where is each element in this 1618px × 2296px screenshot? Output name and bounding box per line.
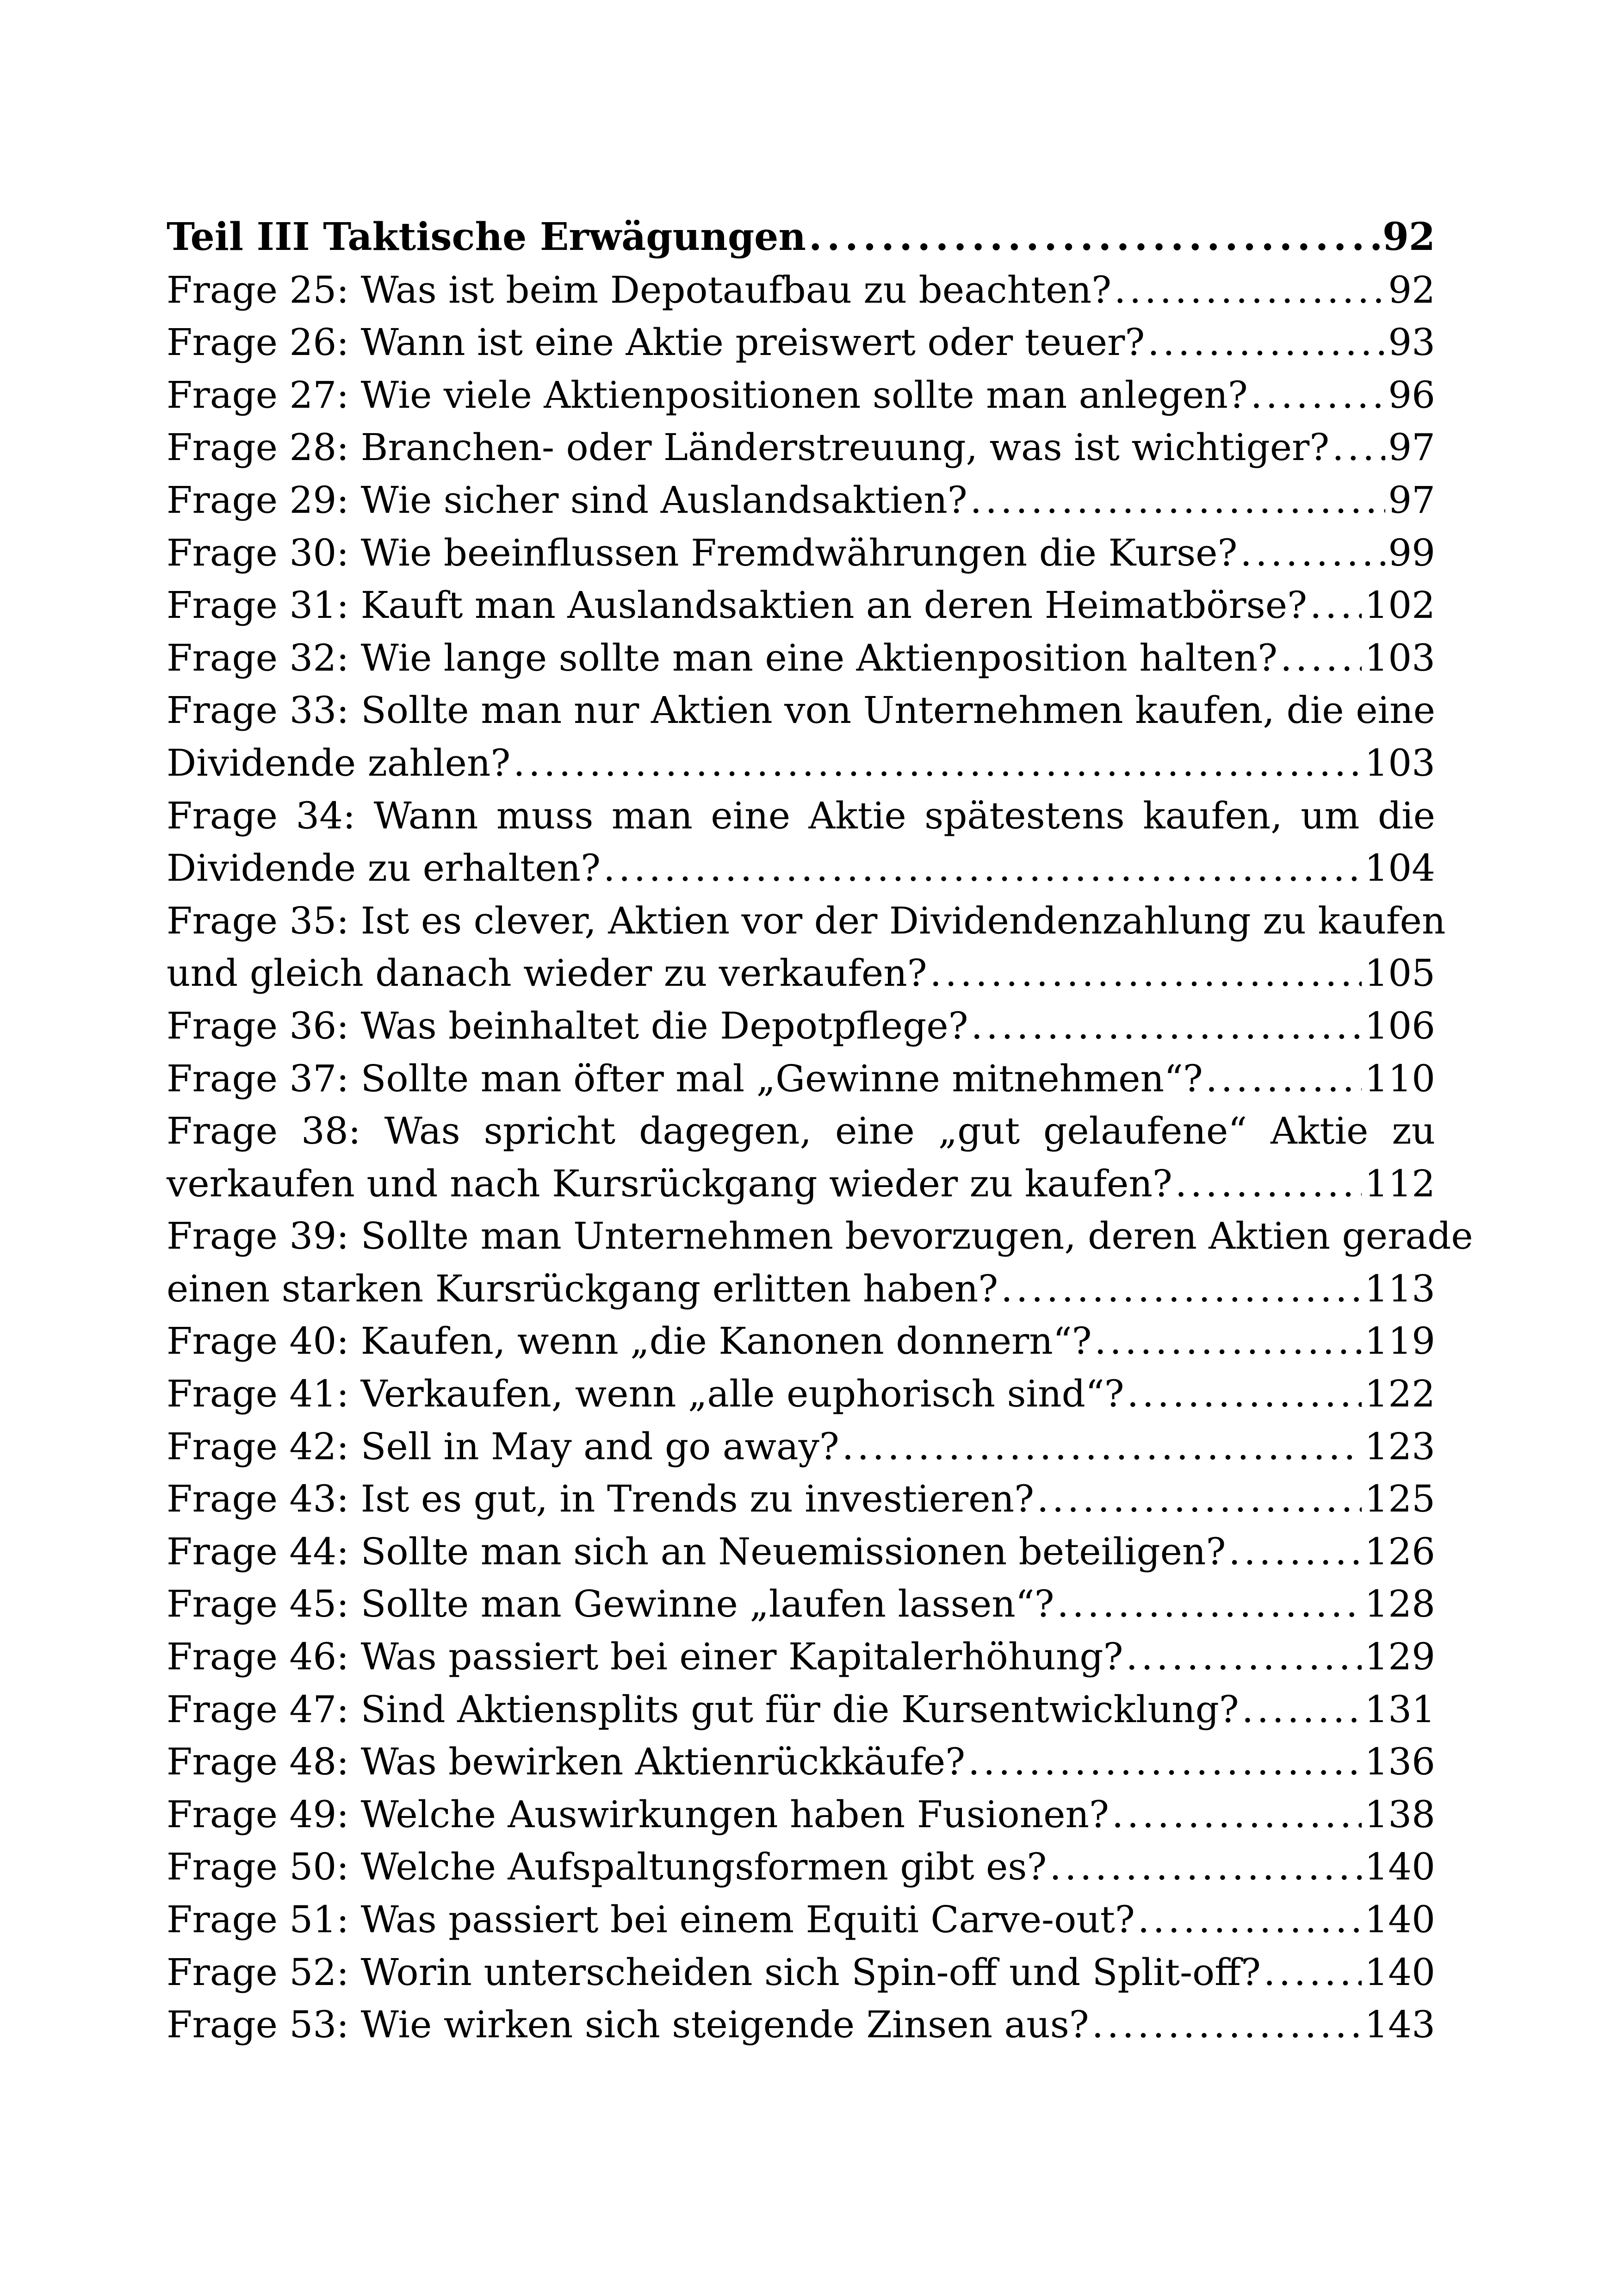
toc-entry[interactable]: [167, 421, 1435, 474]
toc-entry-page: 140: [1364, 1950, 1435, 1994]
dot-leader: [1240, 527, 1385, 579]
toc-entry-page: 105: [1364, 952, 1435, 995]
toc-entry[interactable]: [167, 790, 1435, 842]
toc-heading-text: Teil III Taktische Erwägungen: [167, 215, 806, 259]
toc-entry-text: Frage 53: Wie wirken sich steigende Zinsen aus?: [167, 2003, 1089, 2047]
dot-leader: [968, 1736, 1362, 1788]
toc-entry[interactable]: [167, 1052, 1435, 1105]
dot-leader: [1310, 579, 1362, 632]
toc-entry-page: 125: [1364, 1477, 1435, 1521]
toc-entry-page: 143: [1364, 2003, 1435, 2047]
dot-leader: [1206, 1052, 1362, 1105]
dot-leader: [1242, 1683, 1362, 1736]
toc-entry[interactable]: [167, 684, 1435, 737]
toc-entry-text: Dividende zahlen?: [167, 741, 511, 784]
toc-entry-text: Frage 39: Sollte man Unternehmen bevorzugen, deren Aktien gerade: [167, 1214, 1473, 1258]
toc-entry[interactable]: [167, 316, 1435, 369]
toc-entry[interactable]: [167, 1998, 1435, 2051]
toc-entry-text: Frage 27: Wie viele Aktienpositionen sollte man anlegen?: [167, 373, 1248, 417]
toc-entry[interactable]: [167, 1630, 1435, 1683]
dot-leader: [1112, 1788, 1362, 1841]
toc-entry-text: Frage 47: Sind Aktiensplits gut für die Kursentwicklung?: [167, 1687, 1239, 1731]
toc-entry-page: 103: [1364, 741, 1435, 784]
dot-leader: [1251, 369, 1385, 422]
toc-entry-text: Frage 33: Sollte man nur Aktien von Unternehmen kaufen, die eine: [167, 689, 1435, 732]
toc-entry-page: 129: [1364, 1635, 1435, 1679]
toc-entry-text: Frage 43: Ist es gut, in Trends zu investieren?: [167, 1477, 1034, 1521]
toc-entry-text: Frage 26: Wann ist eine Aktie preiswert oder teuer?: [167, 321, 1145, 364]
toc-entry[interactable]: [167, 895, 1446, 947]
toc-entry[interactable]: [167, 842, 1435, 895]
toc-entry-text: Frage 35: Ist es clever, Aktien vor der Dividendenzahlung zu kaufen: [167, 899, 1446, 942]
toc-entry-page: 123: [1364, 1425, 1435, 1468]
toc-entry-page: 104: [1364, 846, 1435, 890]
toc-entry-text: Frage 29: Wie sicher sind Auslandsaktien?: [167, 478, 967, 522]
dot-leader: [1126, 1630, 1362, 1683]
toc-entry-page: 92: [1388, 268, 1435, 311]
toc-entry-text: Frage 49: Welche Auswirkungen haben Fusionen?: [167, 1792, 1109, 1836]
dot-leader: [1175, 1157, 1362, 1210]
toc-entry-text: Frage 32: Wie lange sollte man eine Aktienposition halten?: [167, 636, 1278, 679]
dot-leader: [1264, 1946, 1362, 1999]
dot-leader: [1138, 1893, 1362, 1946]
toc-entry[interactable]: [167, 1736, 1435, 1788]
toc-entry[interactable]: [167, 1368, 1435, 1420]
toc-entry-page: 110: [1364, 1057, 1435, 1100]
toc-entry-page: 112: [1364, 1162, 1435, 1205]
toc-entry-text: verkaufen und nach Kursrückgang wieder zu kaufen?: [167, 1162, 1172, 1205]
toc-entry-text: Frage 28: Branchen- oder Länderstreuung, was ist wichtiger?: [167, 426, 1330, 469]
toc-entry[interactable]: [167, 1788, 1435, 1841]
toc-entry[interactable]: [167, 1263, 1435, 1315]
toc-entry-text: Frage 44: Sollte man sich an Neuemissionen beteiligen?: [167, 1530, 1226, 1573]
dot-leader: [971, 1000, 1362, 1052]
toc-entry[interactable]: [167, 474, 1435, 527]
toc-entry-text: Frage 52: Worin unterscheiden sich Spin-off und Split-off?: [167, 1950, 1261, 1994]
dot-leader: [930, 947, 1362, 1000]
dot-leader: [1001, 1263, 1362, 1315]
dot-leader: [1332, 421, 1385, 474]
toc-entry-text: Frage 30: Wie beeinflussen Fremdwährungen die Kurse?: [167, 531, 1238, 574]
toc-entry-page: 140: [1364, 1898, 1435, 1941]
toc-entry-page: 102: [1364, 584, 1435, 627]
toc-entry-page: 122: [1364, 1372, 1435, 1416]
toc-entry-text: Frage 42: Sell in May and go away?: [167, 1425, 839, 1468]
toc-entry-page: 113: [1364, 1267, 1435, 1310]
toc-entry-page: 126: [1364, 1530, 1435, 1573]
dot-leader: [513, 737, 1362, 790]
dot-leader: [1127, 1368, 1362, 1420]
toc-entry-page: 140: [1364, 1845, 1435, 1889]
toc-entry-page: 103: [1364, 636, 1435, 679]
toc-entry-text: Frage 40: Kaufen, wenn „die Kanonen donnern“?: [167, 1319, 1092, 1363]
toc-entry-page: 131: [1364, 1687, 1435, 1731]
toc-entry-page: 136: [1364, 1740, 1435, 1784]
toc-entry-text: Frage 41: Verkaufen, wenn „alle euphorisch sind“?: [167, 1372, 1124, 1416]
dot-leader: [1280, 632, 1362, 684]
toc-heading[interactable]: [167, 211, 1435, 264]
toc-entry[interactable]: [167, 1841, 1435, 1893]
toc-entry-text: Dividende zu erhalten?: [167, 846, 601, 890]
toc-entry-text: Frage 25: Was ist beim Depotaufbau zu beachten?: [167, 268, 1111, 311]
toc-entry-page: 128: [1364, 1582, 1435, 1626]
toc-entry[interactable]: [167, 1105, 1435, 1157]
toc-entry[interactable]: [167, 737, 1435, 790]
dot-leader: [842, 1420, 1362, 1473]
toc-entry[interactable]: [167, 1157, 1435, 1210]
toc-entry[interactable]: [167, 1683, 1435, 1736]
table-of-contents: [167, 211, 1473, 2051]
toc-entry-page: 119: [1364, 1319, 1435, 1363]
toc-entry[interactable]: [167, 579, 1435, 632]
toc-entry[interactable]: [167, 1893, 1435, 1946]
toc-entry-text: Frage 36: Was beinhaltet die Depotpflege?: [167, 1004, 968, 1047]
toc-entry[interactable]: [167, 1315, 1435, 1368]
dot-leader: [1092, 1998, 1362, 2051]
toc-entry-page: 96: [1388, 373, 1435, 417]
dot-leader: [1228, 1525, 1362, 1578]
dot-leader: [1049, 1841, 1362, 1893]
toc-entry[interactable]: [167, 369, 1435, 422]
toc-entry-text: und gleich danach wieder zu verkaufen?: [167, 952, 927, 995]
toc-entry-text: Frage 38: Was spricht dagegen, eine „gut gelaufene“ Aktie zu: [167, 1109, 1435, 1153]
toc-entry[interactable]: [167, 1210, 1473, 1263]
toc-entry-page: 97: [1388, 478, 1435, 522]
toc-entry-page: 99: [1388, 531, 1435, 574]
toc-entry-text: Frage 45: Sollte man Gewinne „laufen lassen“?: [167, 1582, 1054, 1626]
dot-leader: [1095, 1315, 1362, 1368]
toc-entry[interactable]: [167, 632, 1435, 684]
toc-entry-text: einen starken Kursrückgang erlitten haben?: [167, 1267, 998, 1310]
toc-entry-text: Frage 48: Was bewirken Aktienrückkäufe?: [167, 1740, 966, 1784]
toc-entry-text: Frage 34: Wann muss man eine Aktie spätestens kaufen, um die: [167, 794, 1435, 837]
toc-entry[interactable]: [167, 1000, 1435, 1052]
dot-leader: [1114, 264, 1385, 317]
toc-entry-text: Frage 31: Kauft man Auslandsaktien an deren Heimatbörse?: [167, 584, 1307, 627]
toc-entry[interactable]: [167, 1525, 1435, 1578]
toc-entry-page: 106: [1364, 1004, 1435, 1047]
dot-leader: [603, 842, 1362, 895]
dot-leader: [809, 211, 1380, 264]
toc-entry[interactable]: [167, 1420, 1435, 1473]
dot-leader: [970, 474, 1386, 527]
toc-entry-text: Frage 50: Welche Aufspaltungsformen gibt es?: [167, 1845, 1047, 1889]
toc-entry[interactable]: [167, 1946, 1435, 1999]
dot-leader: [1057, 1578, 1362, 1630]
toc-entry-text: Frage 51: Was passiert bei einem Equiti Carve-out?: [167, 1898, 1135, 1941]
dot-leader: [1037, 1473, 1362, 1525]
toc-entry[interactable]: [167, 947, 1435, 1000]
toc-entry-text: Frage 37: Sollte man öfter mal „Gewinne mitnehmen“?: [167, 1057, 1203, 1100]
toc-entry[interactable]: [167, 1473, 1435, 1525]
toc-entry-page: 138: [1364, 1792, 1435, 1836]
toc-entry[interactable]: [167, 264, 1435, 317]
toc-entry[interactable]: [167, 1578, 1435, 1630]
dot-leader: [1147, 316, 1385, 369]
toc-entry-page: 97: [1388, 426, 1435, 469]
toc-entry[interactable]: [167, 527, 1435, 579]
toc-entry-page: 93: [1388, 321, 1435, 364]
toc-heading-page: 92: [1382, 215, 1435, 259]
toc-entry-text: Frage 46: Was passiert bei einer Kapitalerhöhung?: [167, 1635, 1123, 1679]
